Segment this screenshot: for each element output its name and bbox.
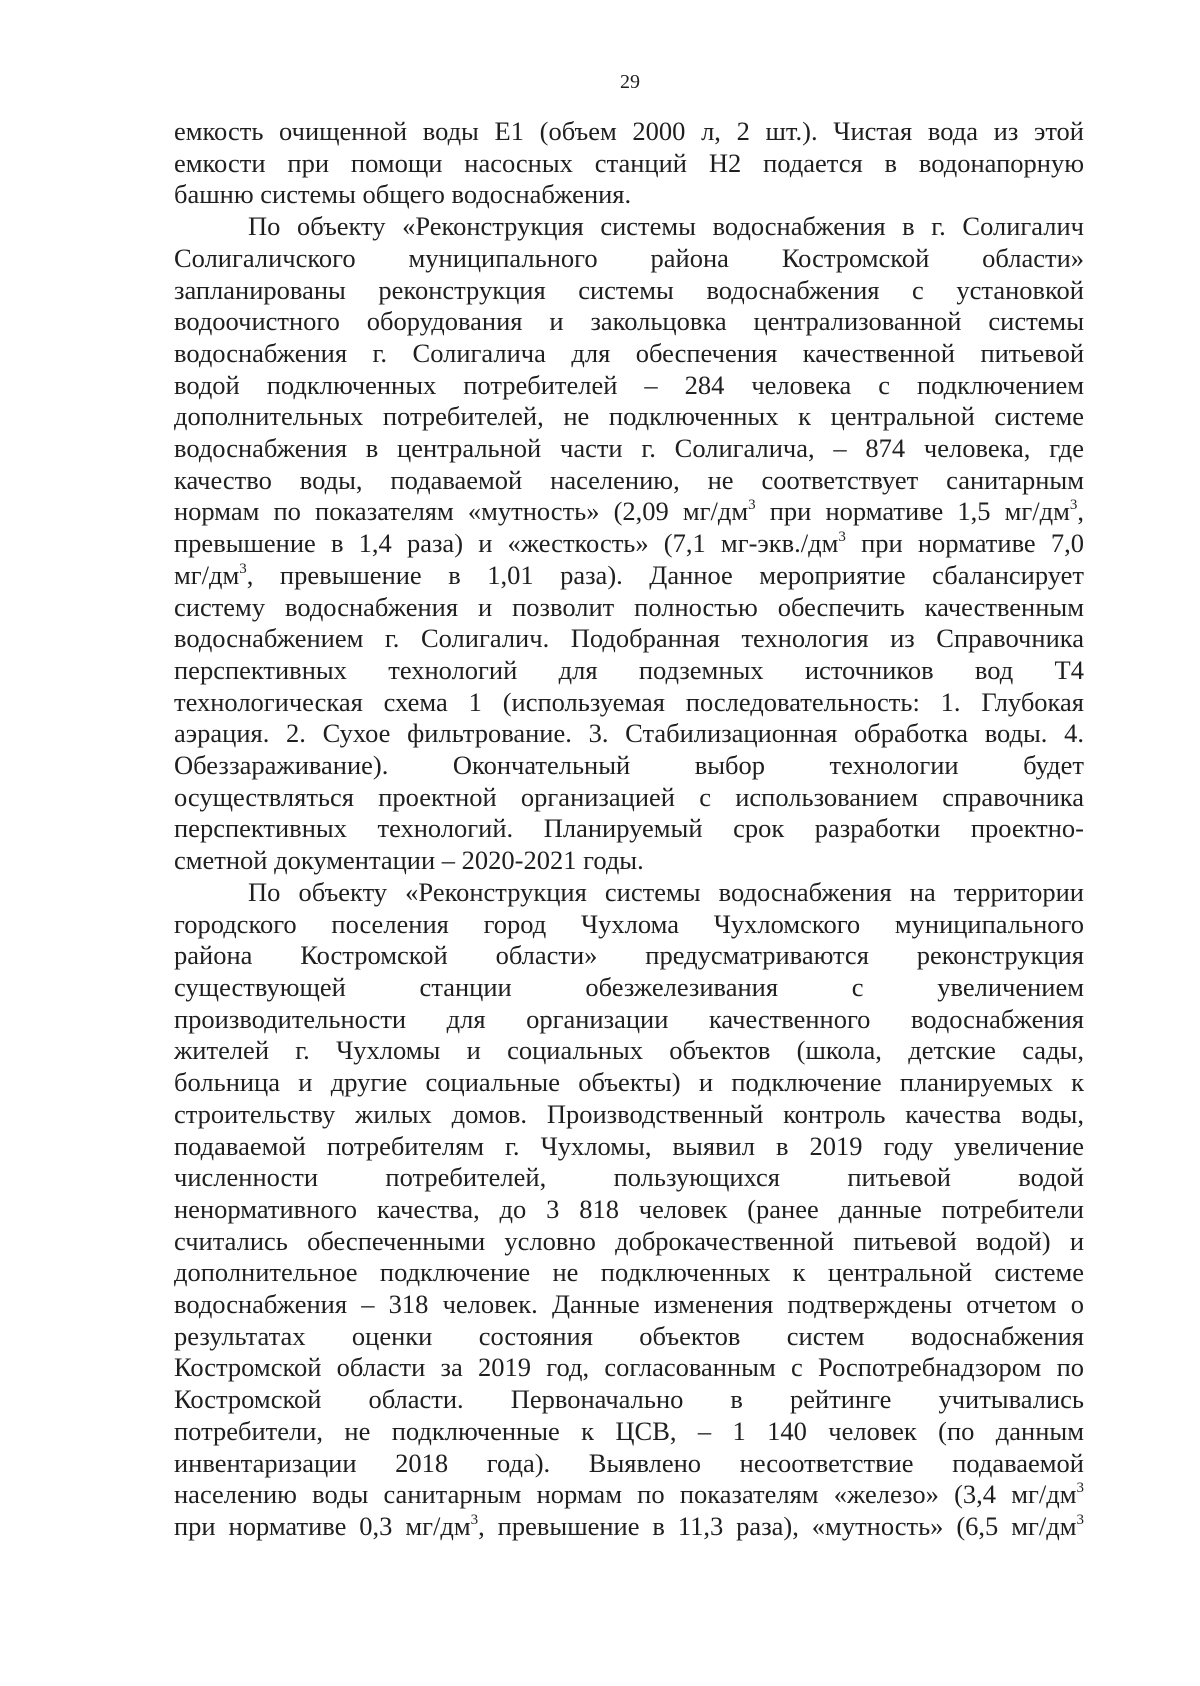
text-line: перспективных технологий для подземных источников вод Т4 — [174, 654, 1084, 685]
text-line: сметной документации – 2020-2021 годы. — [174, 845, 644, 876]
text-line: По объекту «Реконструкция системы водоснабжения в г. Солигалич — [248, 211, 1084, 242]
body-text — [174, 116, 1084, 1543]
paragraph-2 — [174, 211, 1084, 877]
text-line: считались обеспеченными условно доброкачественной питьевой водой) и — [174, 1225, 1084, 1256]
text-line: строительству жилых домов. Производственный контроль качества воды, — [174, 1098, 1084, 1129]
text-line: систему водоснабжения и позволит полностью обеспечить качественным — [174, 591, 1084, 622]
text-line: инвентаризации 2018 года). Выявлено несоответствие подаваемой — [174, 1447, 1084, 1478]
paragraph-3 — [174, 877, 1084, 1543]
text-line: населению воды санитарным нормам по показателям «железо» (3,4 $мг/дм^3$ — [174, 1479, 1084, 1510]
text-line: при нормативе 0,3 $мг/дм^3$, превышение в 11,3 раза), «мутность» (6,5 $мг/дм^3$ — [174, 1510, 1084, 1541]
text-line: запланированы реконструкция системы водоснабжения с установкой — [174, 274, 1084, 305]
text-line: башню системы общего водоснабжения. — [174, 179, 632, 210]
text-line: жителей г. Чухломы и социальных объектов (школа, детские сады, — [174, 1035, 1084, 1066]
text-line: Солигаличского муниципального района Костромской области» — [174, 242, 1084, 273]
text-line: По объекту «Реконструкция системы водоснабжения на территории — [248, 876, 1084, 907]
text-line: дополнительное подключение не подключенных к центральной системе — [174, 1257, 1084, 1288]
text-line: городского поселения город Чухлома Чухломского муниципального — [174, 908, 1084, 939]
text-line: потребители, не подключенные к ЦСВ, – 1 140 человек (по данным — [174, 1415, 1084, 1446]
text-line: емкость очищенной воды Е1 (объем 2000 л, 2 шт.). Чистая вода из этой — [174, 116, 1084, 146]
text-line: численности потребителей, пользующихся питьевой водой — [174, 1162, 1084, 1193]
text-line: водоснабжения – 318 человек. Данные изменения подтверждены отчетом о — [174, 1289, 1084, 1320]
text-line: ненормативного качества, до 3 818 человек (ранее данные потребители — [174, 1193, 1084, 1224]
text-line: емкости при помощи насосных станций Н2 подается в водонапорную — [174, 147, 1084, 178]
text-line: подаваемой потребителям г. Чухломы, выявил в 2019 году увеличение — [174, 1130, 1084, 1161]
text-line: перспективных технологий. Планируемый срок разработки проектно- — [174, 813, 1084, 844]
text-line: дополнительных потребителей, не подключенных к центральной системе — [174, 401, 1084, 432]
text-line: больница и другие социальные объекты) и подключение планируемых к — [174, 1067, 1084, 1098]
text-line: Обеззараживание). Окончательный выбор технологии будет — [174, 750, 1084, 781]
text-line: водоснабжением г. Солигалич. Подобранная технология из Справочника — [174, 623, 1084, 654]
text-line: района Костромской области» предусматриваются реконструкция — [174, 940, 1084, 971]
text-line: водой подключенных потребителей – 284 человека с подключением — [174, 369, 1084, 400]
text-line: водоочистного оборудования и закольцовка централизованной системы — [174, 306, 1084, 337]
text-line: превышение в 1,4 раза) и «жесткость» (7,1 $мг-экв./дм^3$ при нормативе 7,0 — [174, 528, 1084, 559]
text-line: качество воды, подаваемой населению, не соответствует санитарным — [174, 464, 1084, 495]
text-line: нормам по показателям «мутность» (2,09 $мг/дм^3$ при нормативе 1,5 $мг/дм^3$, — [174, 496, 1084, 527]
text-line: Костромской области за 2019 год, согласованным с Роспотребнадзором по — [174, 1352, 1084, 1383]
text-line: результатах оценки состояния объектов систем водоснабжения — [174, 1320, 1084, 1351]
paragraph-1 — [174, 116, 1084, 211]
text-line: $мг/дм^3$, превышение в 1,01 раза). Данное мероприятие сбалансирует — [174, 559, 1084, 590]
text-line: аэрация. 2. Сухое фильтрование. 3. Стабилизационная обработка воды. 4. — [174, 718, 1084, 749]
text-line: Костромской области. Первоначально в рейтинге учитывались — [174, 1384, 1084, 1415]
text-line: производительности для организации качественного водоснабжения — [174, 1003, 1084, 1034]
text-line: существующей станции обезжелезивания с увеличением — [174, 971, 1084, 1002]
text-line: осуществляться проектной организацией с использованием справочника — [174, 781, 1084, 812]
text-line: водоснабжения в центральной части г. Солигалича, – 874 человека, где — [174, 433, 1084, 464]
text-line: водоснабжения г. Солигалича для обеспечения качественной питьевой — [174, 337, 1084, 368]
page-number: 29 — [620, 71, 640, 93]
text-line: технологическая схема 1 (используемая последовательность: 1. Глубокая — [174, 686, 1084, 717]
